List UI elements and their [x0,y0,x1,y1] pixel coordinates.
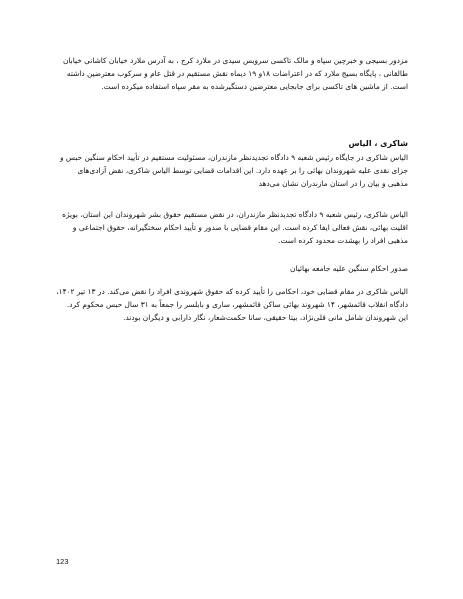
page-number: 123 [56,557,69,566]
paragraph-sentences: الیاس شاکری در مقام قضایی خود، احکامی را تأیید کرده که حقوق شهروندی افراد را نقض می‌کند. در ۱۳ تیر ۱۴۰۲، دادگاه انقلاب قائمشهر، ۱۴ شهروند بهائی ساکن قائمشهر، ساری و بابلسر را جمعاً به ۳۱ سال حبس محکوم کرد. این شهروندان شامل مانی قلی‌نژاد، بیتا حقیقی، سانا حکمت‌شعار، نگار دارابی و دیگران بودند. [56,287,408,322]
paragraph-subheading: صدور احکام سنگین علیه جامعه بهائیان [290,264,408,273]
section-heading: شاکری ، الیاس [348,139,408,148]
paragraph-violations: الیاس شاکری، رئیس شعبه ۹ دادگاه تجدیدنظر مازندران، در نقض مستقیم حقوق بشر شهروندان این استان، بویژه اقلیت بهائی، نقش فعالی ایفا کرده است. این مقام قضایی با صدور و تأیید احکام سختگیرانه، حقوق اجتماعی و مذهبی افراد را بهشدت محدود کرده است. [62,210,408,245]
paragraph-intro: مزدور بسیجی و خبرچین سپاه و مالک تاکسی سرویس سیدی در ملارد کرج ، به آدرس ملارد خیابان کاشانی خیابان طالقانی ، پایگاه بسیج ملارد که در اعتراضات ۱۸و ۱۹ دیماه نقش مستقیم در قتل عام و سرکوب معترضین داشته است. از ماشین های تاکسی برای جابجایی معترضین دستگیرشده به مقر سپاه استفاده میکرده است. [63,56,408,91]
paragraph-role: الیاس شاکری در جایگاه رئیس شعبه ۹ دادگاه تجدیدنظر مازندران، مسئولیت مستقیم در تأیید احکام سنگین حبس و جزای نقدی علیه شهروندان بهائی را بر عهده دارد. این اقدامات قضایی توسط الیاس شاکری، نقض آزادی‌های مذهبی و بیان را در استان مازندران نشان می‌دهد [59,153,408,188]
